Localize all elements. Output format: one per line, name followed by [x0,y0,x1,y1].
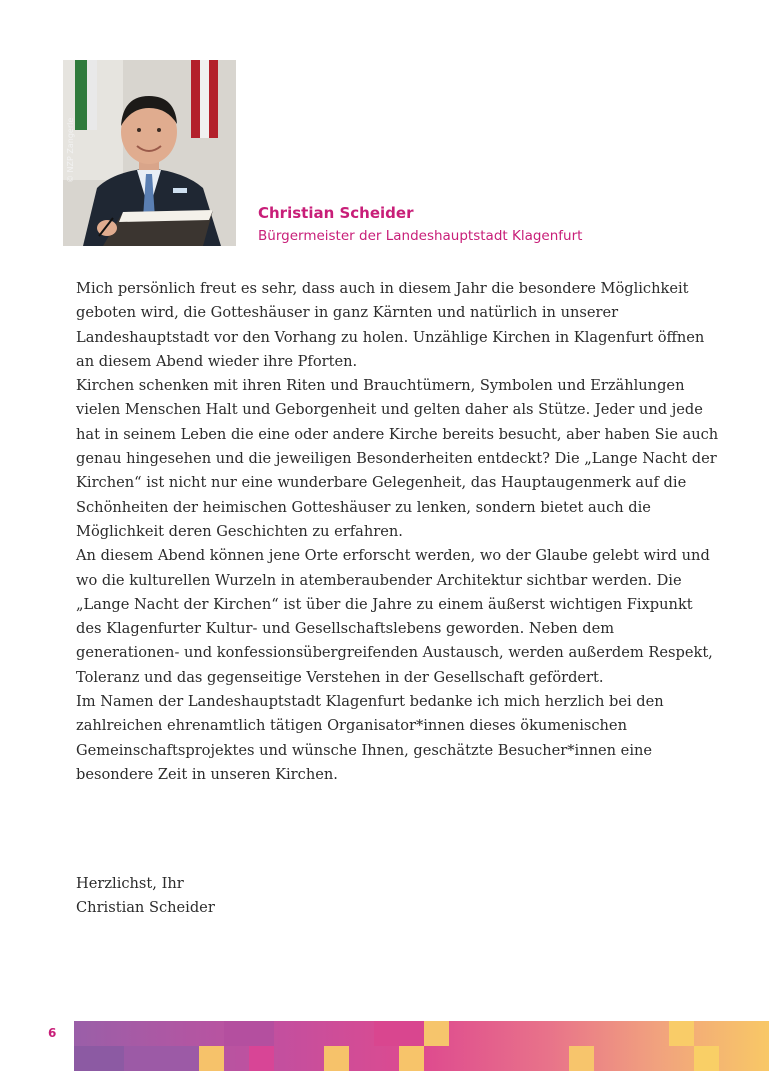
band-tile [74,1046,124,1071]
band-tile [224,1021,274,1046]
author-name: Christian Scheider [258,204,414,222]
letter-body [76,277,721,787]
band-tile [324,1046,349,1071]
author-role: Bürgermeister der Landeshauptstadt Klagenfurt [258,228,583,244]
body-paragraph: Kirchen schenken mit ihren Riten und Brauchtümern, Symbolen und Erzählungen vielen Menschen Halt und Geborgenheit und gelten daher als Stütze. Jeder und jede hat in seinem Leben die eine oder andere Kirche bereits besucht, aber haben Sie auch genau hingesehen und die jeweiligen Besonderheiten entdeckt? Die „Lange Nacht der Kirchen“ ist nicht nur eine wunderbare Gelegenheit, das Hauptaugenmerk auf die Schönheiten der heimischen Gotteshäuser zu lenken, sondern bietet auch die Möglichkeit deren Geschichten zu erfahren. [76,377,719,540]
band-tile [249,1046,274,1071]
band-tile [124,1046,199,1071]
page-number: 6 [48,1026,57,1040]
closing-greeting: Herzlichst, Ihr [76,875,184,892]
band-tile [694,1046,719,1071]
band-tile [399,1046,424,1071]
body-paragraph: Mich persönlich freut es sehr, dass auch in diesem Jahr die besondere Möglichkeit geboten wird, die Gotteshäuser in ganz Kärnten und natürlich in unserer Landeshauptstadt vor den Vorhang zu holen. Unzählige Kirchen in Klagenfurt öffnen an diesem Abend wieder ihre Pforten. [76,280,705,370]
band-tile [569,1046,594,1071]
letter-closing [76,872,476,921]
decorative-color-band [74,1021,769,1071]
band-tile [669,1021,694,1046]
body-paragraph: An diesem Abend können jene Orte erforscht werden, wo der Glaube gelebt wird und wo die kulturellen Wurzeln in atemberaubender Architektur sichtbar werden. Die „Lange Nacht der Kirchen“ ist über die Jahre zu einem äußerst wichtigen Fixpunkt des Klagenfurter Kultur- und Gesellschaftslebens geworden. Neben dem generationen- und konfessionsübergreifenden Austausch, werden außerdem Respekt, Toleranz und das gegenseitige Verstehen in der Gesellschaft gefördert. [76,547,713,686]
photo-credit: © NZP Zangerle [66,117,75,183]
band-tile [424,1021,449,1046]
band-tile [199,1046,224,1071]
portrait-illustration [63,60,236,246]
closing-signature: Christian Scheider [76,899,215,917]
portrait-photo [63,60,236,246]
body-paragraph: Im Namen der Landeshauptstadt Klagenfurt bedanke ich mich herzlich bei den zahlreichen ehrenamtlich tätigen Organisator*innen dieses ökumenischen Gemeinschaftsprojektes und wünsche Ihnen, geschätzte Besucher*innen eine besondere Zeit in unseren Kirchen. [76,693,664,783]
band-tile [374,1021,424,1046]
